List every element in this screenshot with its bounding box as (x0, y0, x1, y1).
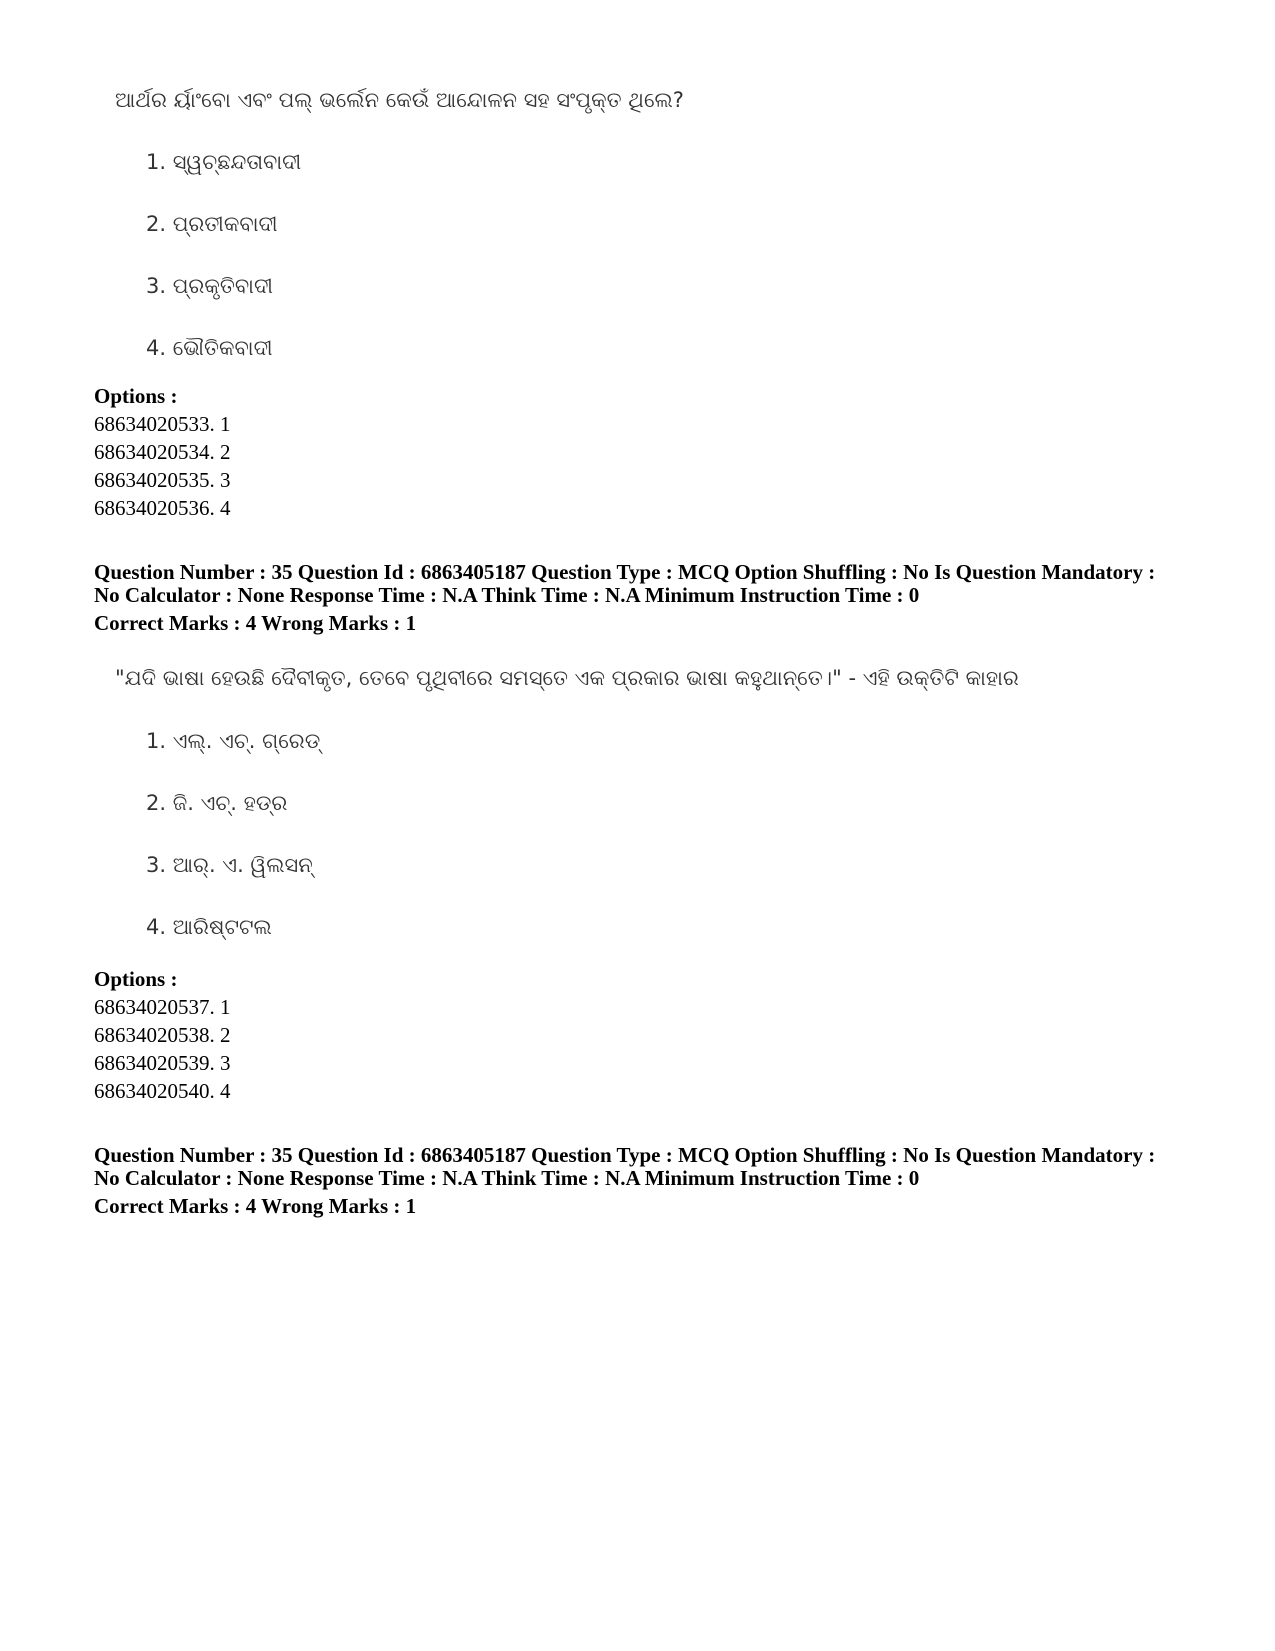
option-id: 68634020540. 4 (94, 1079, 231, 1103)
option-id: 68634020534. 2 (94, 440, 231, 464)
marks-line: Correct Marks : 4 Wrong Marks : 1 (94, 611, 417, 635)
option-id: 68634020537. 1 (94, 995, 231, 1019)
question-text: "ଯଦି ଭାଷା ହେଉଛି ଦୈବୀକୃତ, ତେବେ ପୃଥିବୀରେ ସମସ୍ତେ ଏକ ପ୍ରକାର ଭାଷା କହୁଥାନ୍ତେ।" - ଏହି ଉକ୍ତିଟି କାହାର (115, 666, 1019, 690)
choice-2: 2. ଜି. ଏଚ୍. ହଡ୍‌ର (146, 791, 288, 815)
options-label: Options : (94, 967, 178, 991)
question-meta-line: No Calculator : None Response Time : N.A Think Time : N.A Minimum Instruction Time : 0 (94, 1166, 920, 1190)
marks-line: Correct Marks : 4 Wrong Marks : 1 (94, 1194, 417, 1218)
option-id: 68634020536. 4 (94, 496, 231, 520)
question-meta-line: Question Number : 35 Question Id : 6863405187 Question Type : MCQ Option Shuffling : No Is Question Mandatory : (94, 560, 1156, 584)
question-meta-line: No Calculator : None Response Time : N.A Think Time : N.A Minimum Instruction Time : 0 (94, 583, 920, 607)
options-label: Options : (94, 384, 178, 408)
option-id: 68634020538. 2 (94, 1023, 231, 1047)
choice-4: 4. ଆରିଷ୍ଟଟଲ (146, 915, 272, 939)
choice-1: 1. ଏଲ୍. ଏଚ୍. ଗ୍ରେଡ୍ (146, 729, 321, 753)
choice-4: 4. ଭୌତିକବାଦୀ (146, 336, 273, 360)
option-id: 68634020535. 3 (94, 468, 231, 492)
choice-1: 1. ସ୍ୱଚ୍ଛନ୍ଦତାବାଦୀ (146, 150, 302, 174)
choice-3: 3. ପ୍ରକୃତିବାଦୀ (146, 274, 273, 298)
option-id: 68634020533. 1 (94, 412, 231, 436)
option-id: 68634020539. 3 (94, 1051, 231, 1075)
question-meta-line: Question Number : 35 Question Id : 6863405187 Question Type : MCQ Option Shuffling : No Is Question Mandatory : (94, 1143, 1156, 1167)
question-text: ଆର୍ଥର ର୍ୟାଂବୋ ଏବଂ ପଲ୍ ଭର୍ଲେନ କେଉଁ ଆନ୍ଦୋଳନ ସହ ସଂପୃକ୍ତ ଥିଲେ? (115, 88, 684, 112)
choice-2: 2. ପ୍ରତୀକବାଦୀ (146, 212, 278, 236)
choice-3: 3. ଆର୍. ଏ. ୱିଲସନ୍ (146, 853, 313, 877)
